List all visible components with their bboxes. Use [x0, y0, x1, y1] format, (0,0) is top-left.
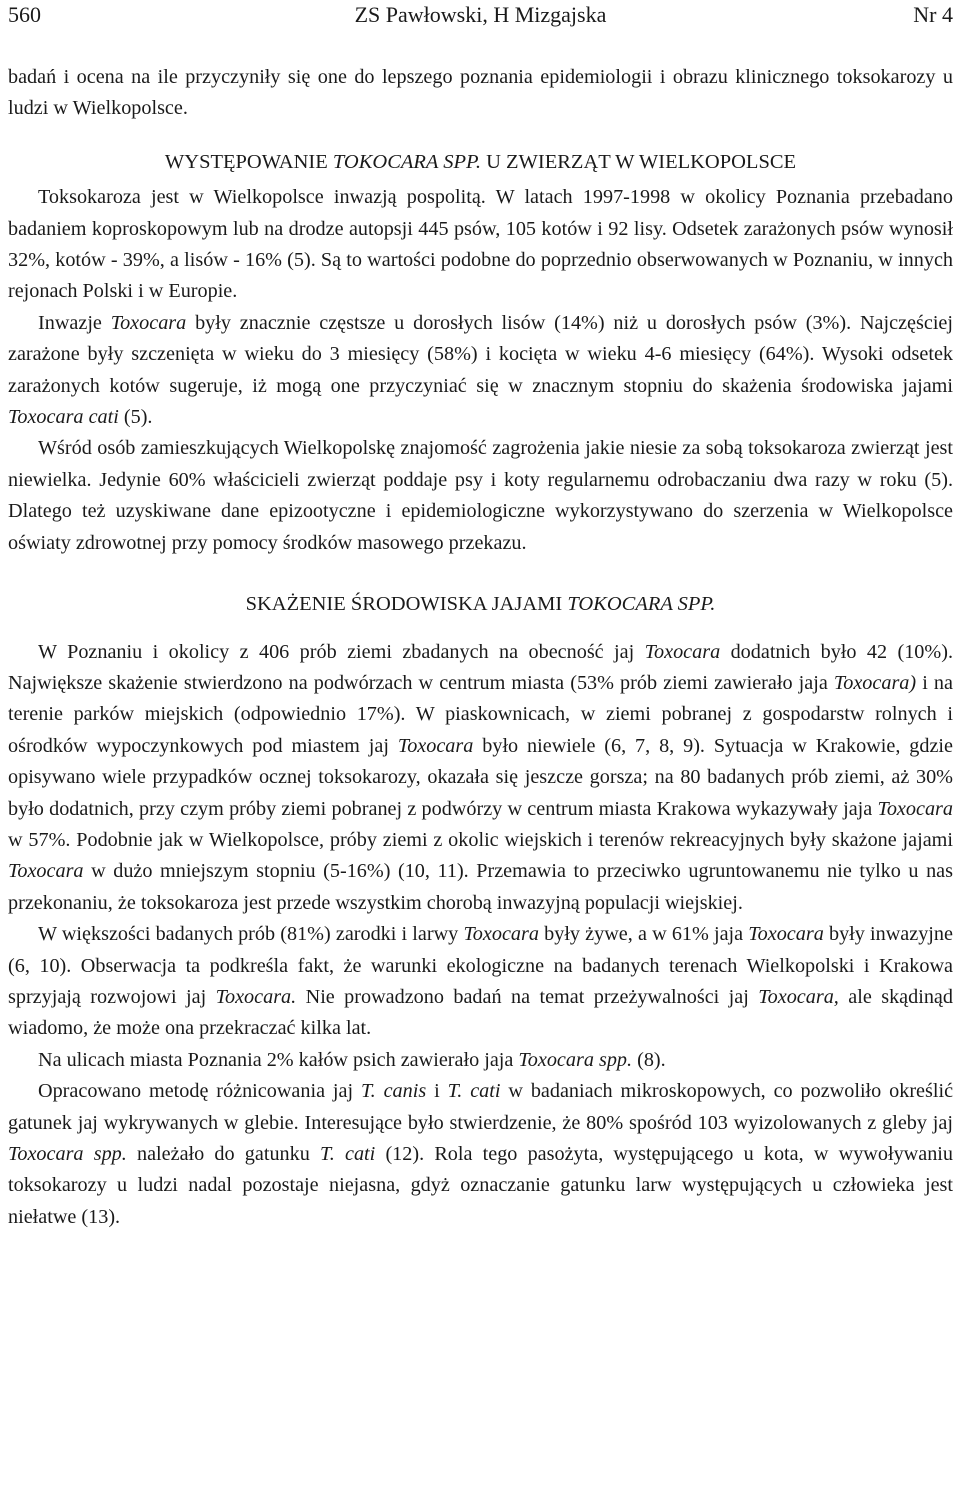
issue-number: Nr 4: [913, 2, 953, 27]
paragraph: W Poznaniu i okolicy z 406 prób ziemi zbadanych na obecność jaj Toxocara dodatnich było 42 (10%). Największe skażenie stwierdzono na podwórzach w centrum miasta (53% prób ziemi zawierało jaja Toxocara) i na terenie parków miejskich (odpowiednio 17%). W piaskownicach, w ziemi pobranej z gospodarstw rolnych i ośrodków wypoczynkowych pod miastem jaj Toxocara było niewiele (6, 7, 8, 9). Sytuacja w Krakowie, gdzie opisywano wiele przypadków ocznej toksokarozy, okazała się jeszcze gorsza; na 80 badanych prób ziemi, aż 30% było dodatnich, przy czym próby ziemi pobranej z podwórzy w centrum miasta Krakowa wykazywały jaja Toxocara w 57%. Podobnie jak w Wielkopolsce, próby ziemi z okolic wiejskich i terenów rekreacyjnych były skażone jajami Toxocara w dużo mniejszym stopniu (5-16%) (10, 11). Przemawia to przeciwko ugruntowanemu nie tylko u nas przekonaniu, że toksokaroza jest przede wszystkim chorobą inwazyjną populacji wiejskiej.: [8, 640, 953, 914]
paragraph: Opracowano metodę różnicowania jaj T. canis i T. cati w badaniach mikroskopowych, co pozwoliło określić gatunek jaj wykrywanych w glebie. Interesujące było stwierdzenie, że 80% spośród 103 wyizolowanych z gleby jaj Toxocara spp. należało do gatunku T. cati (12). Rola tego pasożyta, występującego u kota, w wywoływaniu toksokarozy u ludzi nadal pozostaje niejasna, gdyż oznaczanie gatunku larw występujących u człowieka jest niełatwe (13).: [8, 1080, 954, 1228]
paragraph: Na ulicach miasta Poznania 2% kałów psich zawierało jaja Toxocara spp. (8).: [38, 1048, 666, 1071]
article-body: [8, 62, 953, 1233]
section-heading-occurrence: WYSTĘPOWANIE TOKOCARA SPP. U ZWIERZĄT W WIELKOPOLSCE: [164, 150, 797, 173]
paragraph: Toksokaroza jest w Wielkopolsce inwazją pospolitą. W latach 1997-1998 w okolicy Poznania przebadano badaniem koproskopowym lub na drodze autopsji 445 psów, 105 kotów i 92 lisy. Odsetek zarażonych psów wynosił 32%, kotów - 39%, a lisów - 16% (5). Są to wartości podobne do poprzednio obserwowanych w Poznaniu, w innych rejonach Polski i w Europie.: [8, 186, 953, 303]
intro-paragraph: badań i ocena na ile przyczyniły się one do lepszego poznania epidemiologii i obrazu klinicznego toksokarozy u ludzi w Wielkopolsce.: [8, 66, 953, 120]
running-header: [8, 2, 953, 32]
running-title: ZS Pawłowski, H Mizgajska: [354, 2, 607, 27]
paragraph: Wśród osób zamieszkujących Wielkopolskę znajomość zagrożenia jakie niesie za sobą toksokaroza zwierząt jest niewielka. Jedynie 60% właścicieli zwierząt poddaje psy i koty regularnemu odrobaczaniu dwa razy w roku (5). Dlatego też uzyskiwane dane epizootyczne i epidemiologiczne wykorzystywano do szerzenia w Wielkopolsce oświaty zdrowotnej przy pomocy środków masowego przekazu.: [8, 437, 953, 554]
section-heading-contamination: SKAŻENIE ŚRODOWISKA JAJAMI TOKOCARA SPP.: [245, 593, 716, 616]
paragraph: Inwazje Toxocara były znacznie częstsze u dorosłych lisów (14%) niż u dorosłych psów (3%). Najczęściej zarażone były szczenięta w wieku do 3 miesięcy (58%) i kocięta w wieku 4-6 miesięcy (64%). Wysoki odsetek zarażonych kotów sugeruje, iż mogą one przyczyniać się w znacznym stopniu do skażenia środowiska jajami Toxocara cati (5).: [8, 311, 953, 429]
page-number: 560: [8, 2, 41, 27]
paragraph: W większości badanych prób (81%) zarodki i larwy Toxocara były żywe, a w 61% jaja Toxocara były inwazyjne (6, 10). Obserwacja ta podkreśla fakt, że warunki ekologiczne na badanych terenach Wielkopolski i Krakowa sprzyjają rozwojowi jaj Toxocara. Nie prowadzono badań na temat przeżywalności jaj Toxocara, ale skądinąd wiadomo, że może ona przekraczać kilka lat.: [8, 923, 953, 1040]
